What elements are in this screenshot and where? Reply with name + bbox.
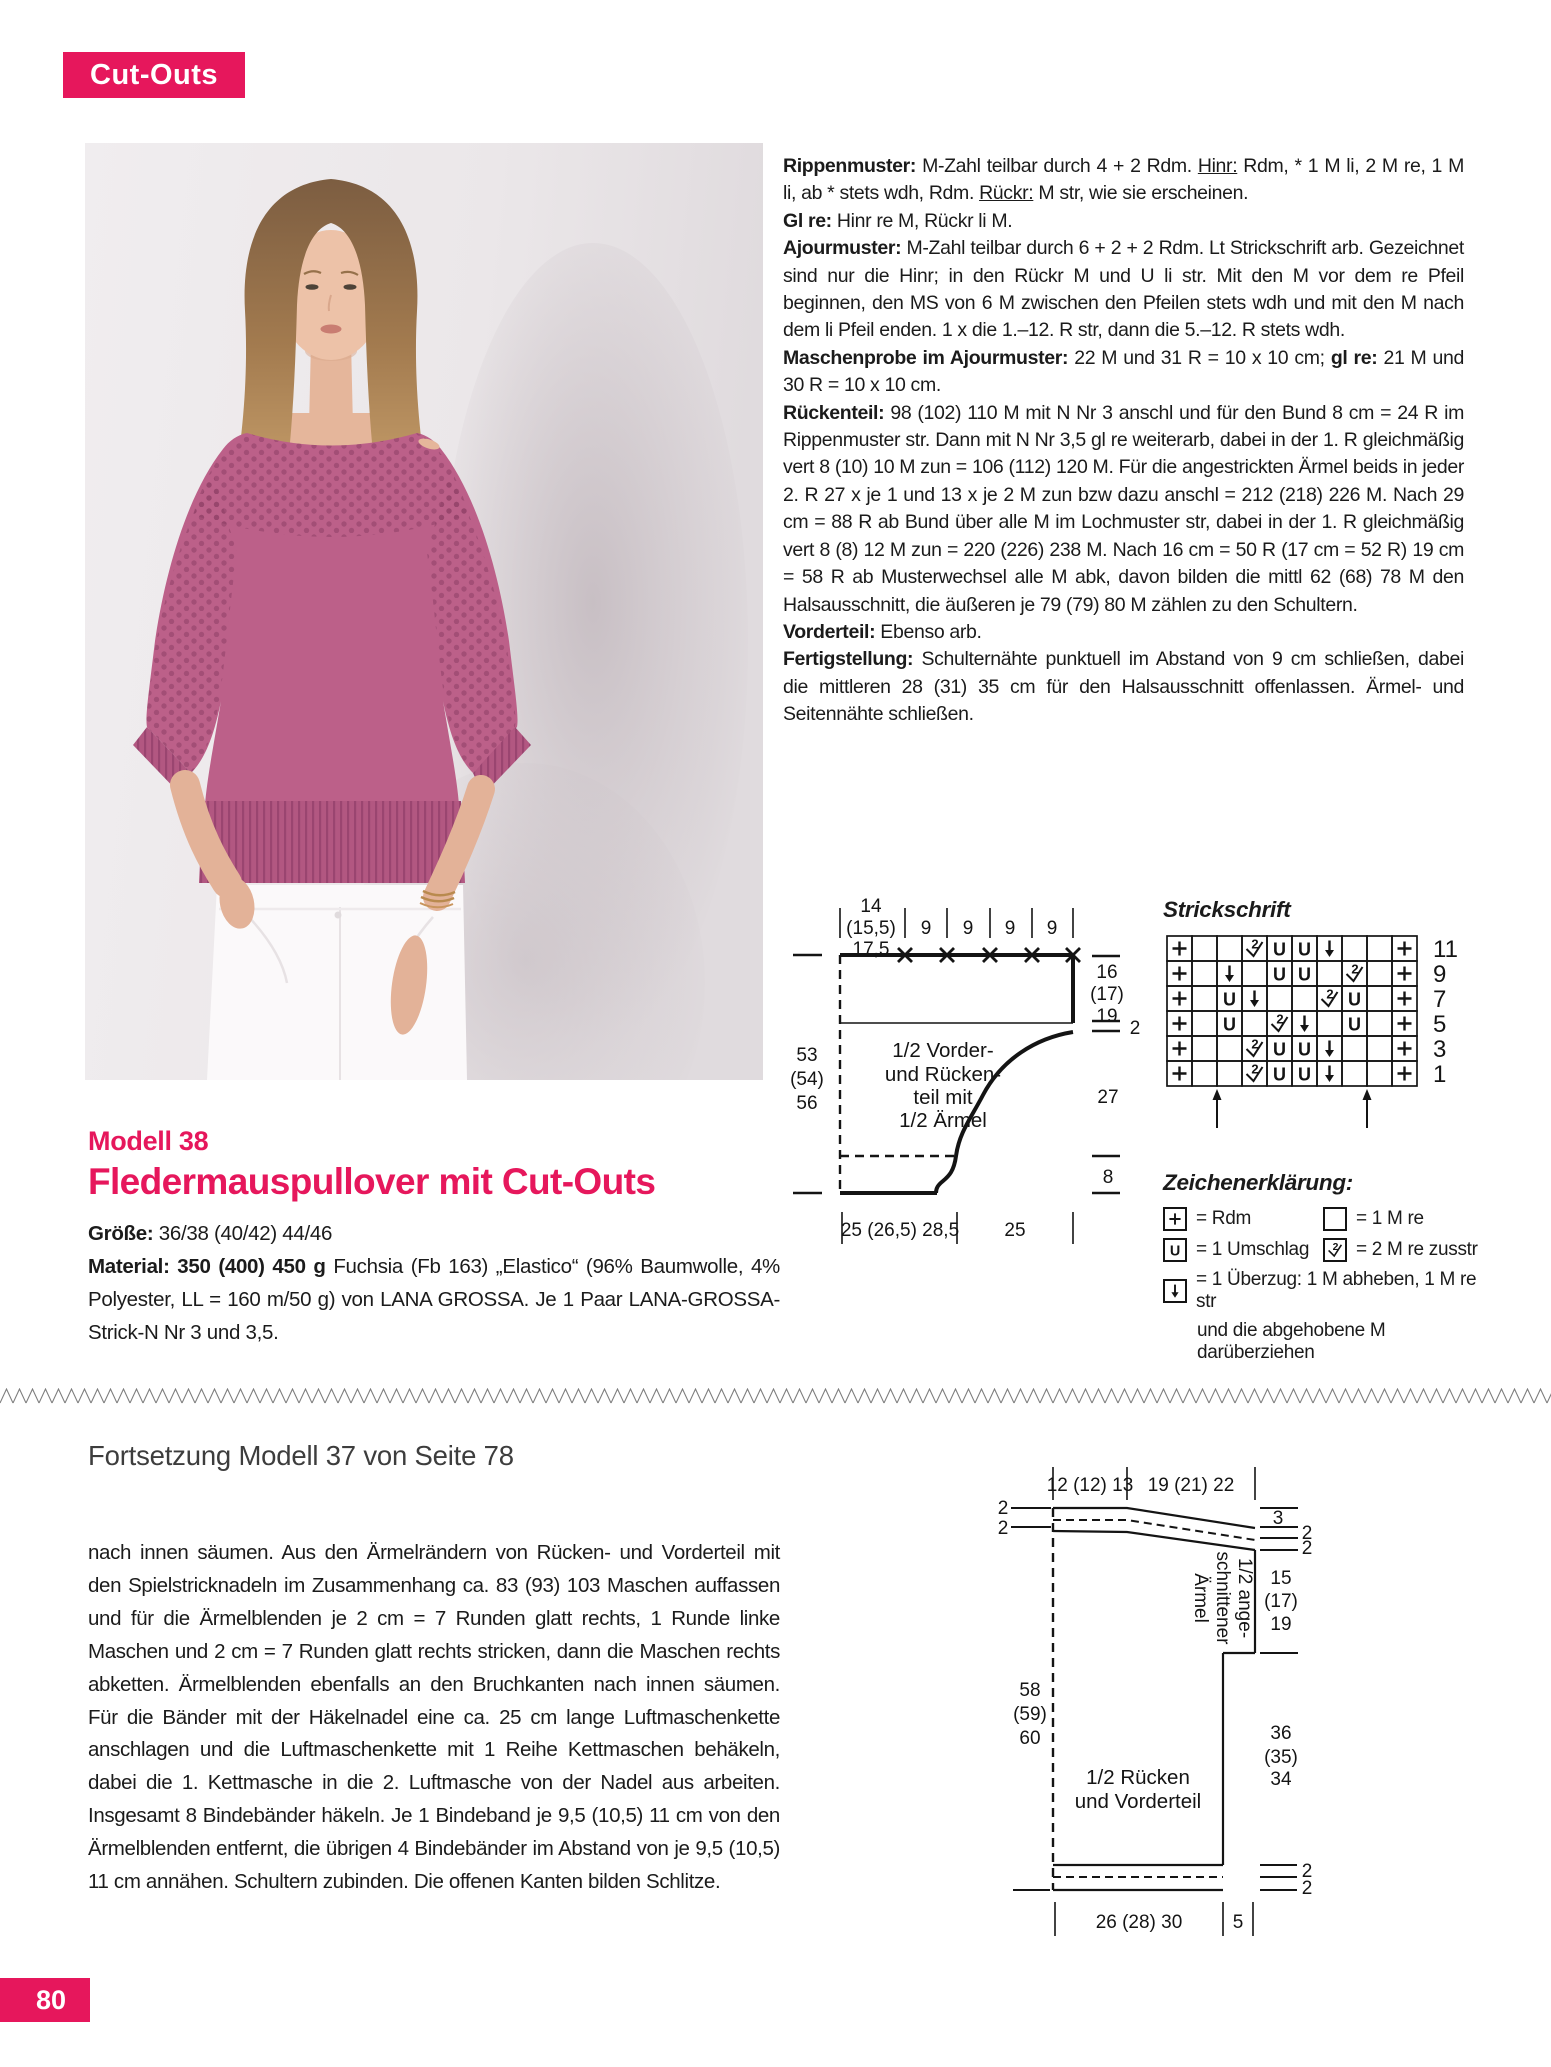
measure-top-1: 14 bbox=[860, 896, 882, 917]
paragraph: Rippenmuster: M-Zahl teilbar durch 4 + 2 Rdm. Hinr: Rdm, * 1 M li, 2 M re, 1 M li, ab * stets wdh, Rdm. Rückr: M str, wie sie erscheinen. bbox=[783, 155, 1464, 205]
svg-text:U: U bbox=[1298, 964, 1311, 985]
piece-label-1: 1/2 Rücken bbox=[1086, 1766, 1190, 1789]
svg-text:U: U bbox=[1298, 1064, 1311, 1085]
paragraph: Fertigstellung: Schulternähte punktuell im Abstand von 9 cm schließen, dabei die mittleren 28 (31) 35 cm für den Halsausschnitt offenlassen. Ärmel- und Seitennähte schließen. bbox=[783, 648, 1464, 726]
svg-text:U: U bbox=[1169, 1243, 1181, 1260]
left-top-ticks bbox=[1011, 1508, 1051, 1527]
svg-text:U: U bbox=[1348, 989, 1361, 1010]
shoulder-top-line bbox=[1053, 1508, 1255, 1528]
legend-item bbox=[1163, 1207, 1323, 1231]
paragraph: Größe: 36/38 (40/42) 44/46 bbox=[88, 1222, 333, 1245]
measure-left-1: 58 bbox=[1019, 1680, 1041, 1701]
measure-upper: 27 bbox=[1097, 1087, 1119, 1108]
page-number: 80 bbox=[0, 1978, 90, 2022]
schematic-front-back bbox=[778, 875, 1148, 1260]
measure-bottom-2: 25 bbox=[1004, 1220, 1026, 1241]
model-title: Fledermauspullover mit Cut-Outs bbox=[88, 1161, 656, 1202]
svg-text:U: U bbox=[1298, 939, 1311, 960]
paragraph: Material: 350 (400) 450 g Fuchsia (Fb 163) „Elastico“ (96% Baumwolle, 4% Polyester, LL = 160 m/50 g) von LANA GROSSA. Je 1 Paar LANA-GROSSA-Strick-N Nr 3 und 3,5. bbox=[88, 1255, 780, 1344]
measure-sleeve-2: (17) bbox=[1264, 1591, 1298, 1612]
legend-item bbox=[1323, 1207, 1483, 1231]
legend-text: = 1 Überzug: 1 M abheben, 1 M re str bbox=[1196, 1269, 1477, 1312]
schematic-back-front bbox=[995, 1458, 1325, 1943]
measure-right-3: 19 bbox=[1096, 1006, 1118, 1027]
sleeve-label-1: 1/2 ange- bbox=[1234, 1557, 1255, 1639]
piece-label-2: und Rücken- bbox=[884, 1063, 1002, 1086]
ribbed-hem bbox=[199, 801, 465, 883]
measure-hem-2a: 2 bbox=[1301, 1861, 1313, 1882]
paragraph: Gl re: Hinr re M, Rückr li M. bbox=[783, 209, 1013, 232]
pants-button bbox=[335, 912, 342, 919]
chart-title: Strickschrift bbox=[1163, 897, 1291, 922]
piece-label-3: teil mit bbox=[913, 1086, 973, 1109]
sweater-openwork-yoke bbox=[193, 433, 469, 537]
model-details bbox=[88, 1217, 780, 1349]
section-banner: Cut-Outs bbox=[63, 52, 245, 98]
measure-right-2: (35) bbox=[1264, 1747, 1298, 1768]
measure-top-2: (15,5) bbox=[846, 918, 896, 939]
measure-left-2: (54) bbox=[790, 1069, 824, 1090]
measure-right-2: (17) bbox=[1090, 984, 1124, 1005]
legend-item bbox=[1163, 1269, 1483, 1313]
svg-text:U: U bbox=[1348, 1014, 1361, 1035]
chart-row-number: 9 bbox=[1433, 961, 1447, 988]
measure-left2-2: 2 bbox=[997, 1518, 1009, 1539]
paragraph: Ajourmuster: M-Zahl teilbar durch 6 + 2 + 2 Rdm. Lt Strickschrift arb. Gezeichnet sind nur die Hinr; in den Rückr M und U li str. Mit den M vor dem re Pfeil beginnen, den MS von 6 M zwischen den Pfeilen stets wdh und mit den M nach dem li Pfeil enden. 1 x die 1.–12. R str, dann die 5.–12. R stets wdh. bbox=[783, 237, 1464, 342]
measure-sleeve-3: 19 bbox=[1270, 1614, 1292, 1635]
continuation-heading: Fortsetzung Modell 37 von Seite 78 bbox=[88, 1440, 514, 1471]
measure-bottom-1: 25 (26,5) 28,5 bbox=[840, 1220, 960, 1241]
piece-label-2: und Vorderteil bbox=[1074, 1790, 1202, 1813]
paragraph: Rückenteil: 98 (102) 110 M mit N Nr 3 anschl und für den Bund 8 cm = 24 R im Rippenmuster str. Dann mit N Nr 3,5 gl re weiterarb, dabei in der 1. R gleichmäßig vert 8 (10) 10 M zun = 106 (112) 120 M. Für die angestrickten Ärmel beids in jeder 2. R 27 x je 1 und 13 x je 2 M zun bzw dazu anschl = 212 (218) 226 M. Nach 29 cm = 88 R ab Bund über alle M im Lochmuster str, dabei in der 1. R gleichmäßig vert 8 (8) 12 M zun = 220 (226) 238 M. Nach 16 cm = 50 R (17 cm = 52 R) 19 cm = 58 R ab Musterwechsel alle M abk, davon bilden die mittl 62 (68) 78 M den Halsausschnitt, die äußeren je 79 (79) 80 M zählen zu den Schultern. bbox=[783, 401, 1464, 616]
legend-text: = Rdm bbox=[1196, 1208, 1251, 1229]
measure-right-3cm: 3 bbox=[1272, 1508, 1284, 1529]
measure-top-3: 17,5 bbox=[852, 939, 890, 960]
measure-left-1: 53 bbox=[796, 1045, 818, 1066]
measure-right-1: 16 bbox=[1096, 962, 1118, 983]
continuation-text: nach innen säumen. Aus den Ärmelrändern von Rücken- und Vorderteil mit den Spielstricknadeln im Zusammenhang ca. 83 (93) 103 Maschen auffassen und für die Ärmelblenden je 2 cm = 7 Runden glatt rechts, 1 Runde linke Maschen und 2 cm = 7 Runden glatt rechts stricken, dann die Maschen rechts abketten. Ärmelblenden ebenfalls an den Bruchkanten nach innen säumen. Für die Bänder mit der Häkelnadel eine ca. 25 cm lange Luftmaschenkette anschlagen und die Luftmaschenkette mit 1 Reihe Kettmaschen behäkeln, dabei die 1. Kettmasche in die 2. Luftmasche von der Nadel aus arbeiten. Insgesamt 8 Bindebänder häkeln. Je 1 Bindeband je 9,5 (10,5) 11 cm von den Ärmelblenden entfernt, die übrigen 4 Bindebänder im Abstand von je 9,5 (10,5) 11 cm annähen. Schultern zubinden. Die offenen Kanten bilden Schlitze. bbox=[88, 1541, 780, 1894]
measure-bottom-1: 26 (28) 30 bbox=[1095, 1912, 1183, 1933]
zigzag-divider bbox=[0, 1388, 1551, 1404]
shoulder-bottom-line bbox=[1053, 1531, 1255, 1550]
svg-text:U: U bbox=[1273, 1039, 1286, 1060]
measure-seg-3: 9 bbox=[1004, 918, 1016, 939]
svg-text:2: 2 bbox=[1326, 986, 1334, 1002]
svg-text:2: 2 bbox=[1351, 961, 1359, 977]
knitting-chart bbox=[1163, 932, 1463, 1137]
paragraph: Maschenprobe im Ajourmuster: 22 M und 31 R = 10 x 10 cm; gl re: 21 M und 30 R = 10 x 10 cm. bbox=[783, 346, 1464, 397]
lips bbox=[321, 325, 342, 334]
legend bbox=[1163, 1170, 1483, 1364]
svg-text:2: 2 bbox=[1276, 1011, 1284, 1027]
pattern-instructions bbox=[783, 153, 1464, 729]
measure-seg-2: 9 bbox=[962, 918, 974, 939]
svg-text:2: 2 bbox=[1251, 1036, 1259, 1052]
right-bottom-ticks bbox=[1260, 1865, 1297, 1890]
legend-item bbox=[1163, 1238, 1323, 1262]
legend-text: = 2 M re zusstr bbox=[1356, 1239, 1478, 1260]
measure-left2-1: 2 bbox=[997, 1498, 1009, 1519]
svg-text:2: 2 bbox=[1251, 936, 1259, 952]
legend-text: und die abgehobene M darüberziehen bbox=[1197, 1320, 1386, 1363]
chart-row-number: 1 bbox=[1433, 1061, 1447, 1088]
measure-right-2b: 2 bbox=[1301, 1538, 1313, 1559]
svg-text:U: U bbox=[1298, 1039, 1311, 1060]
measure-left-3: 60 bbox=[1019, 1728, 1041, 1749]
chart-row-number: 3 bbox=[1433, 1036, 1447, 1063]
measure-top-2: 19 (21) 22 bbox=[1147, 1475, 1235, 1496]
svg-text:U: U bbox=[1223, 989, 1236, 1010]
svg-text:U: U bbox=[1273, 964, 1286, 985]
knit-stitch-icon bbox=[1323, 1207, 1347, 1231]
chart-row-number: 7 bbox=[1433, 986, 1447, 1013]
svg-text:2: 2 bbox=[1332, 1242, 1339, 1253]
measure-top-1: 12 (12) 13 bbox=[1046, 1475, 1134, 1496]
svg-text:U: U bbox=[1223, 1014, 1236, 1035]
left-eye bbox=[306, 284, 319, 290]
measure-right-2a: 2 bbox=[1301, 1523, 1313, 1544]
edge-stitch-icon bbox=[1163, 1207, 1187, 1231]
measure-right-1: 36 bbox=[1270, 1723, 1292, 1744]
legend-item-continuation bbox=[1163, 1320, 1483, 1364]
slip-pass-over-icon bbox=[1163, 1279, 1187, 1303]
piece-label-1: 1/2 Vorder- bbox=[892, 1039, 994, 1062]
legend-text: = 1 Umschlag bbox=[1196, 1239, 1310, 1260]
measure-seg-4: 9 bbox=[1046, 918, 1058, 939]
measure-left-3: 56 bbox=[796, 1093, 818, 1114]
right-eye bbox=[344, 284, 357, 290]
measure-left-2: (59) bbox=[1013, 1704, 1047, 1725]
chart-row-number: 11 bbox=[1433, 936, 1458, 963]
chart-row-number: 5 bbox=[1433, 1011, 1447, 1038]
svg-text:U: U bbox=[1273, 939, 1286, 960]
legend-item bbox=[1323, 1238, 1483, 1262]
yarn-over-icon bbox=[1163, 1238, 1187, 1262]
svg-text:2: 2 bbox=[1251, 1061, 1259, 1077]
model-info bbox=[88, 1126, 780, 1349]
measure-hem-2b: 2 bbox=[1301, 1878, 1313, 1899]
measure-lower: 8 bbox=[1102, 1167, 1114, 1188]
measure-seg-1: 9 bbox=[920, 918, 932, 939]
model-number: Modell 38 bbox=[88, 1126, 209, 1156]
measure-right-3: 34 bbox=[1270, 1769, 1292, 1790]
model-photo bbox=[85, 143, 763, 1080]
measure-gap: 2 bbox=[1129, 1018, 1141, 1039]
legend-text: = 1 M re bbox=[1356, 1208, 1424, 1229]
measure-bottom-2: 5 bbox=[1232, 1912, 1244, 1933]
sleeve-label-3: Ärmel bbox=[1190, 1573, 1211, 1623]
paragraph: Vorderteil: Ebenso arb. bbox=[783, 620, 982, 643]
model-photo-illustration bbox=[85, 143, 763, 1080]
legend-title: Zeichenerklärung: bbox=[1163, 1170, 1353, 1195]
svg-text:U: U bbox=[1273, 1064, 1286, 1085]
piece-label-4: 1/2 Ärmel bbox=[899, 1109, 987, 1132]
sleeve-label-2: schnittener bbox=[1212, 1551, 1233, 1645]
measure-sleeve-1: 15 bbox=[1270, 1568, 1292, 1589]
knit-two-together-icon bbox=[1323, 1238, 1347, 1262]
